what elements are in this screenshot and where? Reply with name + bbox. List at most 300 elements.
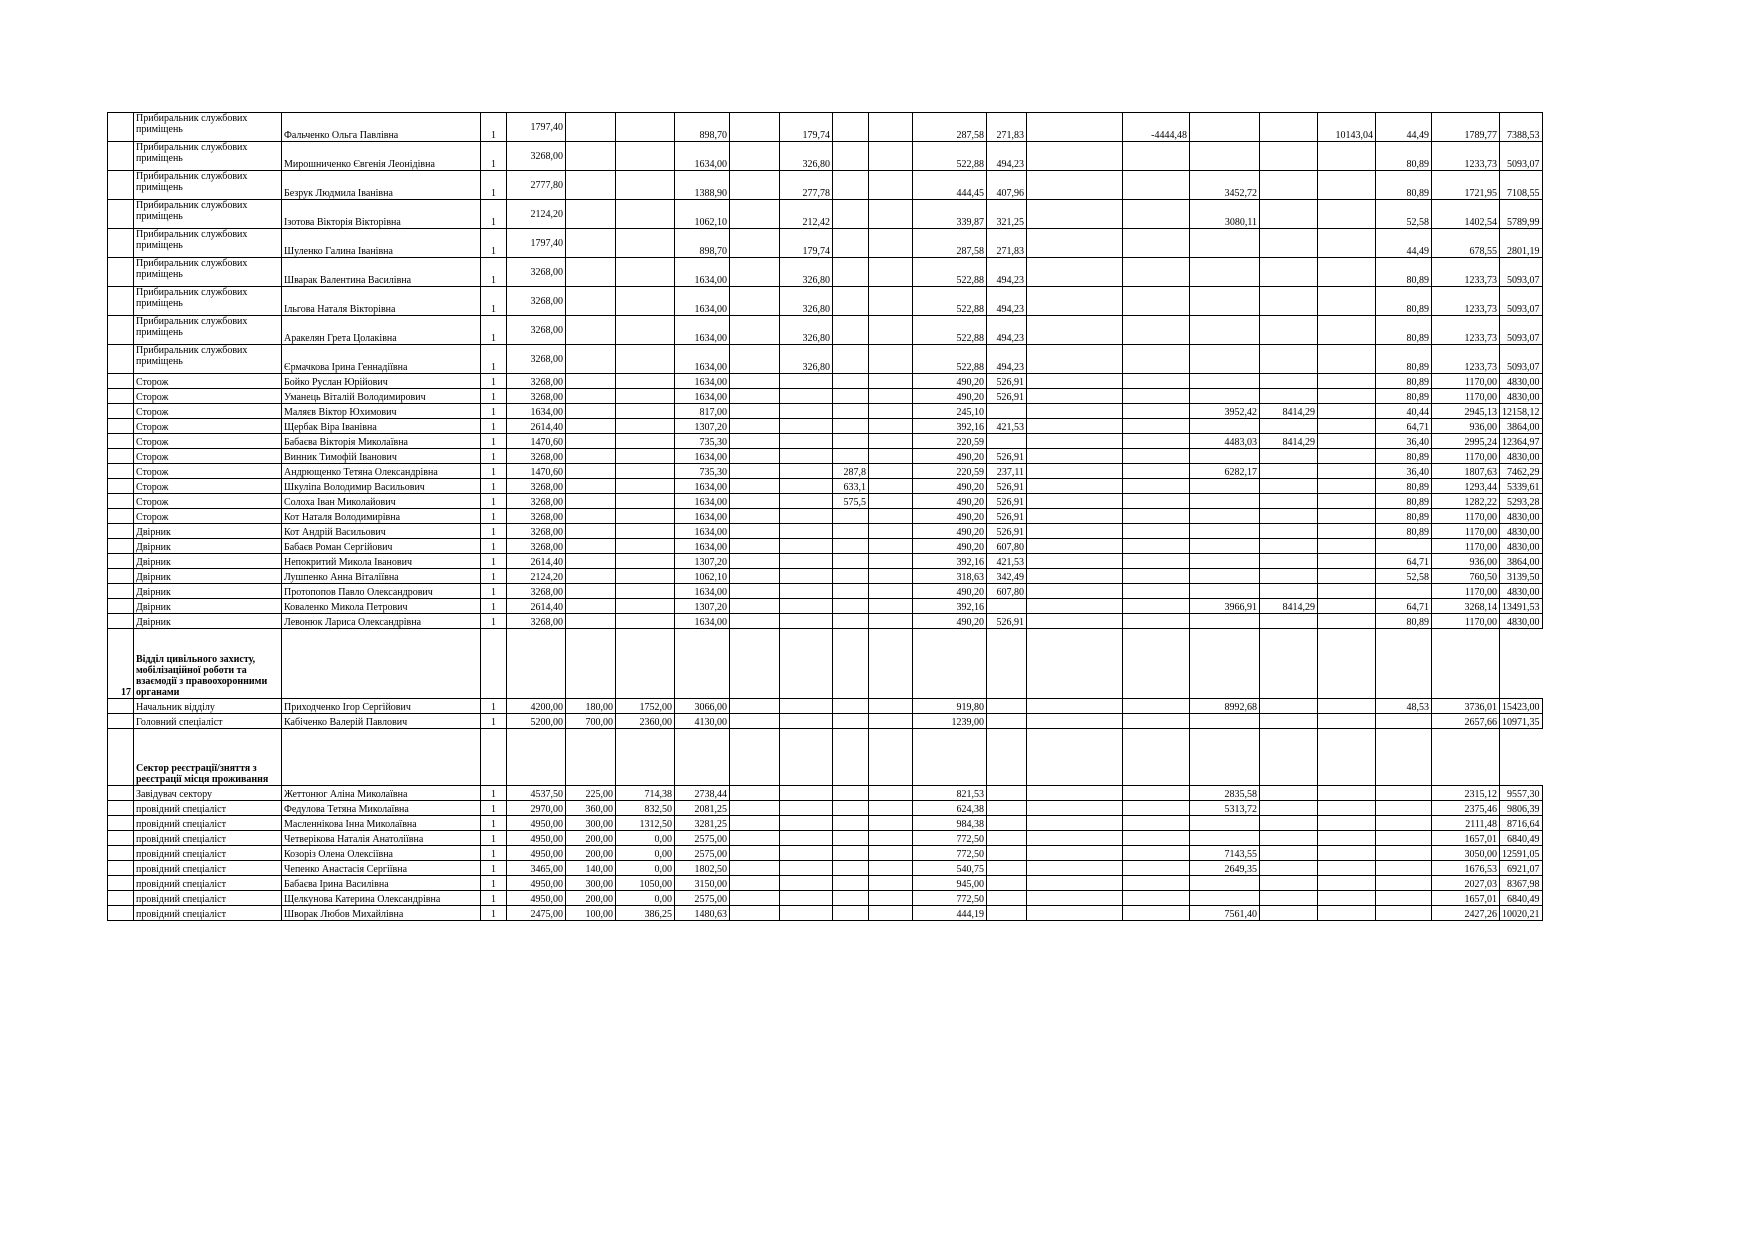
value-cell: 2995,24 <box>1432 434 1500 449</box>
employee-name-cell: Шкуліпа Володимир Васильович <box>282 479 481 494</box>
value-cell: 5293,28 <box>1500 494 1543 509</box>
value-cell <box>1027 584 1123 599</box>
value-cell <box>1190 316 1260 345</box>
value-cell <box>1123 142 1190 171</box>
position-cell: провідний спеціаліст <box>134 876 282 891</box>
row-number-cell <box>108 113 134 142</box>
value-cell <box>780 479 833 494</box>
value-cell: 2124,20 <box>507 200 566 229</box>
value-cell: 4830,00 <box>1500 449 1543 464</box>
value-cell <box>833 569 869 584</box>
value-cell: 526,91 <box>987 524 1027 539</box>
value-cell <box>869 287 913 316</box>
value-cell <box>1027 434 1123 449</box>
row-number-cell <box>108 171 134 200</box>
value-cell: 339,87 <box>913 200 987 229</box>
employee-name-cell: Маляєв Віктор Юхимович <box>282 404 481 419</box>
value-cell <box>833 524 869 539</box>
value-cell: 2360,00 <box>616 714 675 729</box>
value-cell <box>616 494 675 509</box>
value-cell: 200,00 <box>566 846 616 861</box>
value-cell <box>1260 554 1318 569</box>
value-cell <box>616 419 675 434</box>
value-cell: 1797,40 <box>507 229 566 258</box>
value-cell: 1634,00 <box>675 374 730 389</box>
value-cell: 6282,17 <box>1190 464 1260 479</box>
value-cell <box>730 539 780 554</box>
value-cell: 48,53 <box>1376 699 1432 714</box>
row-number-cell <box>108 699 134 714</box>
value-cell: 0,00 <box>616 861 675 876</box>
staff-count-cell: 1 <box>481 539 507 554</box>
value-cell: 1634,00 <box>675 509 730 524</box>
value-cell: 5313,72 <box>1190 801 1260 816</box>
value-cell <box>730 113 780 142</box>
value-cell <box>616 464 675 479</box>
value-cell <box>566 569 616 584</box>
value-cell <box>833 699 869 714</box>
value-cell <box>1318 229 1376 258</box>
employee-name-cell: Бойко Руслан Юрійович <box>282 374 481 389</box>
value-cell <box>730 801 780 816</box>
value-cell <box>1260 171 1318 200</box>
section-header-row <box>108 729 1543 786</box>
employee-name-cell: Чепенко Анастасія Сергіївна <box>282 861 481 876</box>
empty-cell <box>730 629 780 699</box>
value-cell <box>730 287 780 316</box>
value-cell: 225,00 <box>566 786 616 801</box>
value-cell: 8414,29 <box>1260 404 1318 419</box>
value-cell: 2657,66 <box>1432 714 1500 729</box>
position-cell: Головний спеціаліст <box>134 714 282 729</box>
position-cell: Прибиральник службових приміщень <box>134 142 282 171</box>
value-cell <box>1260 584 1318 599</box>
value-cell: 3268,00 <box>507 389 566 404</box>
value-cell <box>1190 345 1260 374</box>
value-cell <box>869 389 913 404</box>
value-cell <box>833 614 869 629</box>
value-cell: 772,50 <box>913 846 987 861</box>
value-cell: 1634,00 <box>675 345 730 374</box>
value-cell: 494,23 <box>987 258 1027 287</box>
row-number-cell <box>108 786 134 801</box>
value-cell <box>869 846 913 861</box>
staff-count-cell: 1 <box>481 554 507 569</box>
value-cell <box>730 449 780 464</box>
value-cell: 490,20 <box>913 614 987 629</box>
value-cell: 220,59 <box>913 464 987 479</box>
value-cell <box>1027 200 1123 229</box>
value-cell <box>869 614 913 629</box>
table-row <box>108 345 1543 374</box>
table-row <box>108 786 1543 801</box>
value-cell <box>1318 404 1376 419</box>
value-cell: 3268,00 <box>507 449 566 464</box>
value-cell <box>1027 316 1123 345</box>
value-cell <box>987 801 1027 816</box>
value-cell <box>730 479 780 494</box>
value-cell: 607,80 <box>987 539 1027 554</box>
value-cell <box>1027 494 1123 509</box>
employee-name-cell: Жеттонюг Аліна Миколаївна <box>282 786 481 801</box>
value-cell: 212,42 <box>780 200 833 229</box>
value-cell <box>833 599 869 614</box>
value-cell <box>987 816 1027 831</box>
value-cell: 44,49 <box>1376 229 1432 258</box>
value-cell <box>1260 479 1318 494</box>
position-cell: провідний спеціаліст <box>134 861 282 876</box>
value-cell: 526,91 <box>987 389 1027 404</box>
value-cell <box>987 786 1027 801</box>
position-cell: Прибиральник службових приміщень <box>134 345 282 374</box>
value-cell: 2614,40 <box>507 419 566 434</box>
position-cell: Начальник відділу <box>134 699 282 714</box>
value-cell: 2315,12 <box>1432 786 1500 801</box>
value-cell <box>1123 584 1190 599</box>
value-cell <box>566 113 616 142</box>
section-number: 17 <box>108 629 134 699</box>
value-cell <box>1027 816 1123 831</box>
row-number-cell <box>108 419 134 434</box>
value-cell: 2801,19 <box>1500 229 1543 258</box>
value-cell <box>1318 599 1376 614</box>
employee-name-cell: Бабаєва Ірина Василівна <box>282 876 481 891</box>
value-cell: 4830,00 <box>1500 539 1543 554</box>
value-cell <box>616 434 675 449</box>
staff-count-cell: 1 <box>481 509 507 524</box>
value-cell <box>1123 389 1190 404</box>
staff-count-cell: 1 <box>481 524 507 539</box>
value-cell: 1634,00 <box>675 449 730 464</box>
table-row <box>108 419 1543 434</box>
value-cell <box>987 846 1027 861</box>
value-cell <box>616 569 675 584</box>
value-cell <box>566 200 616 229</box>
value-cell: 200,00 <box>566 831 616 846</box>
value-cell: 0,00 <box>616 846 675 861</box>
value-cell: 526,91 <box>987 449 1027 464</box>
value-cell <box>1318 509 1376 524</box>
value-cell <box>780 786 833 801</box>
value-cell <box>833 861 869 876</box>
value-cell <box>1260 142 1318 171</box>
value-cell <box>1123 316 1190 345</box>
value-cell: 80,89 <box>1376 449 1432 464</box>
value-cell: 8992,68 <box>1190 699 1260 714</box>
value-cell: 4950,00 <box>507 891 566 906</box>
value-cell: 15423,00 <box>1500 699 1543 714</box>
value-cell <box>730 316 780 345</box>
value-cell: 1634,00 <box>675 524 730 539</box>
value-cell <box>780 374 833 389</box>
value-cell <box>1376 539 1432 554</box>
employee-name-cell: Кот Наталя Володимирівна <box>282 509 481 524</box>
value-cell: 2111,48 <box>1432 816 1500 831</box>
value-cell: 3066,00 <box>675 699 730 714</box>
table-row <box>108 614 1543 629</box>
value-cell <box>780 614 833 629</box>
value-cell <box>616 449 675 464</box>
value-cell <box>1318 801 1376 816</box>
value-cell: 52,58 <box>1376 200 1432 229</box>
value-cell <box>730 142 780 171</box>
table-row <box>108 891 1543 906</box>
value-cell: 326,80 <box>780 316 833 345</box>
value-cell <box>1318 554 1376 569</box>
table-row <box>108 569 1543 584</box>
value-cell <box>1123 258 1190 287</box>
staff-count-cell: 1 <box>481 389 507 404</box>
value-cell: 919,80 <box>913 699 987 714</box>
row-number-cell <box>108 345 134 374</box>
empty-cell <box>616 629 675 699</box>
value-cell <box>1260 374 1318 389</box>
value-cell <box>780 699 833 714</box>
value-cell <box>1318 876 1376 891</box>
value-cell: 0,00 <box>616 831 675 846</box>
value-cell: 1807,63 <box>1432 464 1500 479</box>
position-cell: Сторож <box>134 464 282 479</box>
value-cell: 8367,98 <box>1500 876 1543 891</box>
value-cell: 4483,03 <box>1190 434 1260 449</box>
empty-cell <box>282 729 481 786</box>
position-cell: провідний спеціаліст <box>134 801 282 816</box>
value-cell <box>1318 374 1376 389</box>
value-cell: 237,11 <box>987 464 1027 479</box>
row-number-cell <box>108 287 134 316</box>
staff-count-cell: 1 <box>481 846 507 861</box>
value-cell <box>869 404 913 419</box>
value-cell <box>1376 891 1432 906</box>
value-cell <box>1190 229 1260 258</box>
value-cell: 2835,58 <box>1190 786 1260 801</box>
value-cell <box>780 389 833 404</box>
value-cell <box>730 614 780 629</box>
value-cell: 1062,10 <box>675 200 730 229</box>
value-cell <box>1027 599 1123 614</box>
value-cell <box>566 524 616 539</box>
value-cell <box>1123 614 1190 629</box>
value-cell: 2649,35 <box>1190 861 1260 876</box>
value-cell <box>869 891 913 906</box>
value-cell <box>1318 584 1376 599</box>
value-cell <box>780 464 833 479</box>
value-cell <box>780 906 833 921</box>
value-cell: 12364,97 <box>1500 434 1543 449</box>
row-number-cell <box>108 876 134 891</box>
staff-count-cell: 1 <box>481 569 507 584</box>
value-cell: 80,89 <box>1376 345 1432 374</box>
value-cell <box>1123 494 1190 509</box>
employee-name-cell: Кабіченко Валерій Павлович <box>282 714 481 729</box>
value-cell <box>730 846 780 861</box>
employee-name-cell: Протопопов Павло Олександрович <box>282 584 481 599</box>
value-cell <box>1260 906 1318 921</box>
value-cell <box>1027 142 1123 171</box>
value-cell: 936,00 <box>1432 554 1500 569</box>
value-cell: 1797,40 <box>507 113 566 142</box>
value-cell <box>1027 714 1123 729</box>
value-cell: 526,91 <box>987 614 1027 629</box>
value-cell <box>1318 699 1376 714</box>
value-cell <box>730 200 780 229</box>
staff-count-cell: 1 <box>481 258 507 287</box>
staff-count-cell: 1 <box>481 891 507 906</box>
empty-cell <box>507 729 566 786</box>
value-cell: 80,89 <box>1376 524 1432 539</box>
value-cell <box>987 599 1027 614</box>
value-cell <box>1260 524 1318 539</box>
value-cell: 2970,00 <box>507 801 566 816</box>
value-cell: 490,20 <box>913 494 987 509</box>
value-cell <box>1318 569 1376 584</box>
value-cell: 540,75 <box>913 861 987 876</box>
value-cell <box>869 464 913 479</box>
value-cell <box>1190 714 1260 729</box>
value-cell <box>1123 171 1190 200</box>
value-cell <box>869 316 913 345</box>
employee-name-cell: Шворак Любов Михайлівна <box>282 906 481 921</box>
value-cell <box>869 786 913 801</box>
empty-cell <box>987 629 1027 699</box>
value-cell: 3268,00 <box>507 524 566 539</box>
value-cell <box>616 200 675 229</box>
value-cell: 735,30 <box>675 434 730 449</box>
value-cell: 575,5 <box>833 494 869 509</box>
value-cell: 624,38 <box>913 801 987 816</box>
value-cell <box>833 258 869 287</box>
value-cell <box>1027 345 1123 374</box>
value-cell <box>987 906 1027 921</box>
value-cell: 0,00 <box>616 891 675 906</box>
value-cell: 700,00 <box>566 714 616 729</box>
table-row <box>108 846 1543 861</box>
staff-count-cell: 1 <box>481 861 507 876</box>
value-cell: 526,91 <box>987 494 1027 509</box>
table-row <box>108 861 1543 876</box>
value-cell <box>869 816 913 831</box>
value-cell <box>566 287 616 316</box>
value-cell: 10020,21 <box>1500 906 1543 921</box>
value-cell <box>1260 345 1318 374</box>
value-cell <box>1027 404 1123 419</box>
row-number-cell <box>108 229 134 258</box>
value-cell <box>1123 229 1190 258</box>
value-cell <box>730 404 780 419</box>
value-cell <box>1318 786 1376 801</box>
value-cell: 80,89 <box>1376 287 1432 316</box>
table-row <box>108 509 1543 524</box>
value-cell <box>780 891 833 906</box>
value-cell <box>1190 876 1260 891</box>
value-cell: 80,89 <box>1376 258 1432 287</box>
value-cell: 714,38 <box>616 786 675 801</box>
value-cell <box>1260 464 1318 479</box>
value-cell: 2777,80 <box>507 171 566 200</box>
value-cell: 12158,12 <box>1500 404 1543 419</box>
value-cell <box>616 479 675 494</box>
table-row <box>108 699 1543 714</box>
value-cell: 4830,00 <box>1500 524 1543 539</box>
value-cell: 326,80 <box>780 142 833 171</box>
employee-name-cell: Непокритий Микола Іванович <box>282 554 481 569</box>
value-cell: 3281,25 <box>675 816 730 831</box>
value-cell: 3966,91 <box>1190 599 1260 614</box>
employee-name-cell: Шварак Валентина Василівна <box>282 258 481 287</box>
value-cell <box>1318 614 1376 629</box>
value-cell <box>869 449 913 464</box>
value-cell <box>869 714 913 729</box>
value-cell: 1233,73 <box>1432 345 1500 374</box>
value-cell <box>1260 714 1318 729</box>
value-cell: 2738,44 <box>675 786 730 801</box>
staff-count-cell: 1 <box>481 287 507 316</box>
value-cell <box>1260 113 1318 142</box>
value-cell: 3452,72 <box>1190 171 1260 200</box>
table-row <box>108 142 1543 171</box>
value-cell: 421,53 <box>987 419 1027 434</box>
value-cell: 100,00 <box>566 906 616 921</box>
value-cell <box>566 509 616 524</box>
employee-name-cell: Шуленко Галина Іванівна <box>282 229 481 258</box>
staff-count-cell: 1 <box>481 345 507 374</box>
value-cell: 2614,40 <box>507 599 566 614</box>
value-cell: 1170,00 <box>1432 374 1500 389</box>
position-cell: Прибиральник службових приміщень <box>134 229 282 258</box>
value-cell: 522,88 <box>913 258 987 287</box>
table-row <box>108 816 1543 831</box>
value-cell: 522,88 <box>913 316 987 345</box>
value-cell <box>730 229 780 258</box>
value-cell <box>1190 419 1260 434</box>
employee-name-cell: Бабаєва Вікторія Миколаївна <box>282 434 481 449</box>
row-number-cell <box>108 599 134 614</box>
value-cell: 271,83 <box>987 229 1027 258</box>
value-cell: 2575,00 <box>675 891 730 906</box>
value-cell <box>1027 171 1123 200</box>
row-number-cell <box>108 258 134 287</box>
employee-name-cell: Уманець Віталій Володимирович <box>282 389 481 404</box>
value-cell <box>1190 831 1260 846</box>
employee-name-cell: Четверікова Наталія Анатоліївна <box>282 831 481 846</box>
value-cell <box>1123 714 1190 729</box>
table-row <box>108 554 1543 569</box>
value-cell <box>730 524 780 539</box>
value-cell <box>1190 509 1260 524</box>
value-cell: 245,10 <box>913 404 987 419</box>
value-cell <box>1027 831 1123 846</box>
value-cell <box>1190 287 1260 316</box>
value-cell <box>833 287 869 316</box>
section-title: Відділ цивільного захисту, мобілізаційної роботи та взаємодії з правоохоронними органами <box>134 629 282 699</box>
value-cell: 735,30 <box>675 464 730 479</box>
table-row <box>108 801 1543 816</box>
value-cell <box>1260 876 1318 891</box>
row-number-cell <box>108 494 134 509</box>
staff-count-cell: 1 <box>481 699 507 714</box>
value-cell <box>566 142 616 171</box>
value-cell <box>1260 614 1318 629</box>
value-cell: 80,89 <box>1376 142 1432 171</box>
value-cell <box>833 345 869 374</box>
value-cell: 1293,44 <box>1432 479 1500 494</box>
value-cell: 678,55 <box>1432 229 1500 258</box>
row-number-cell <box>108 539 134 554</box>
value-cell <box>1123 816 1190 831</box>
value-cell: 1634,00 <box>675 258 730 287</box>
value-cell: 7388,53 <box>1500 113 1543 142</box>
value-cell: 633,1 <box>833 479 869 494</box>
